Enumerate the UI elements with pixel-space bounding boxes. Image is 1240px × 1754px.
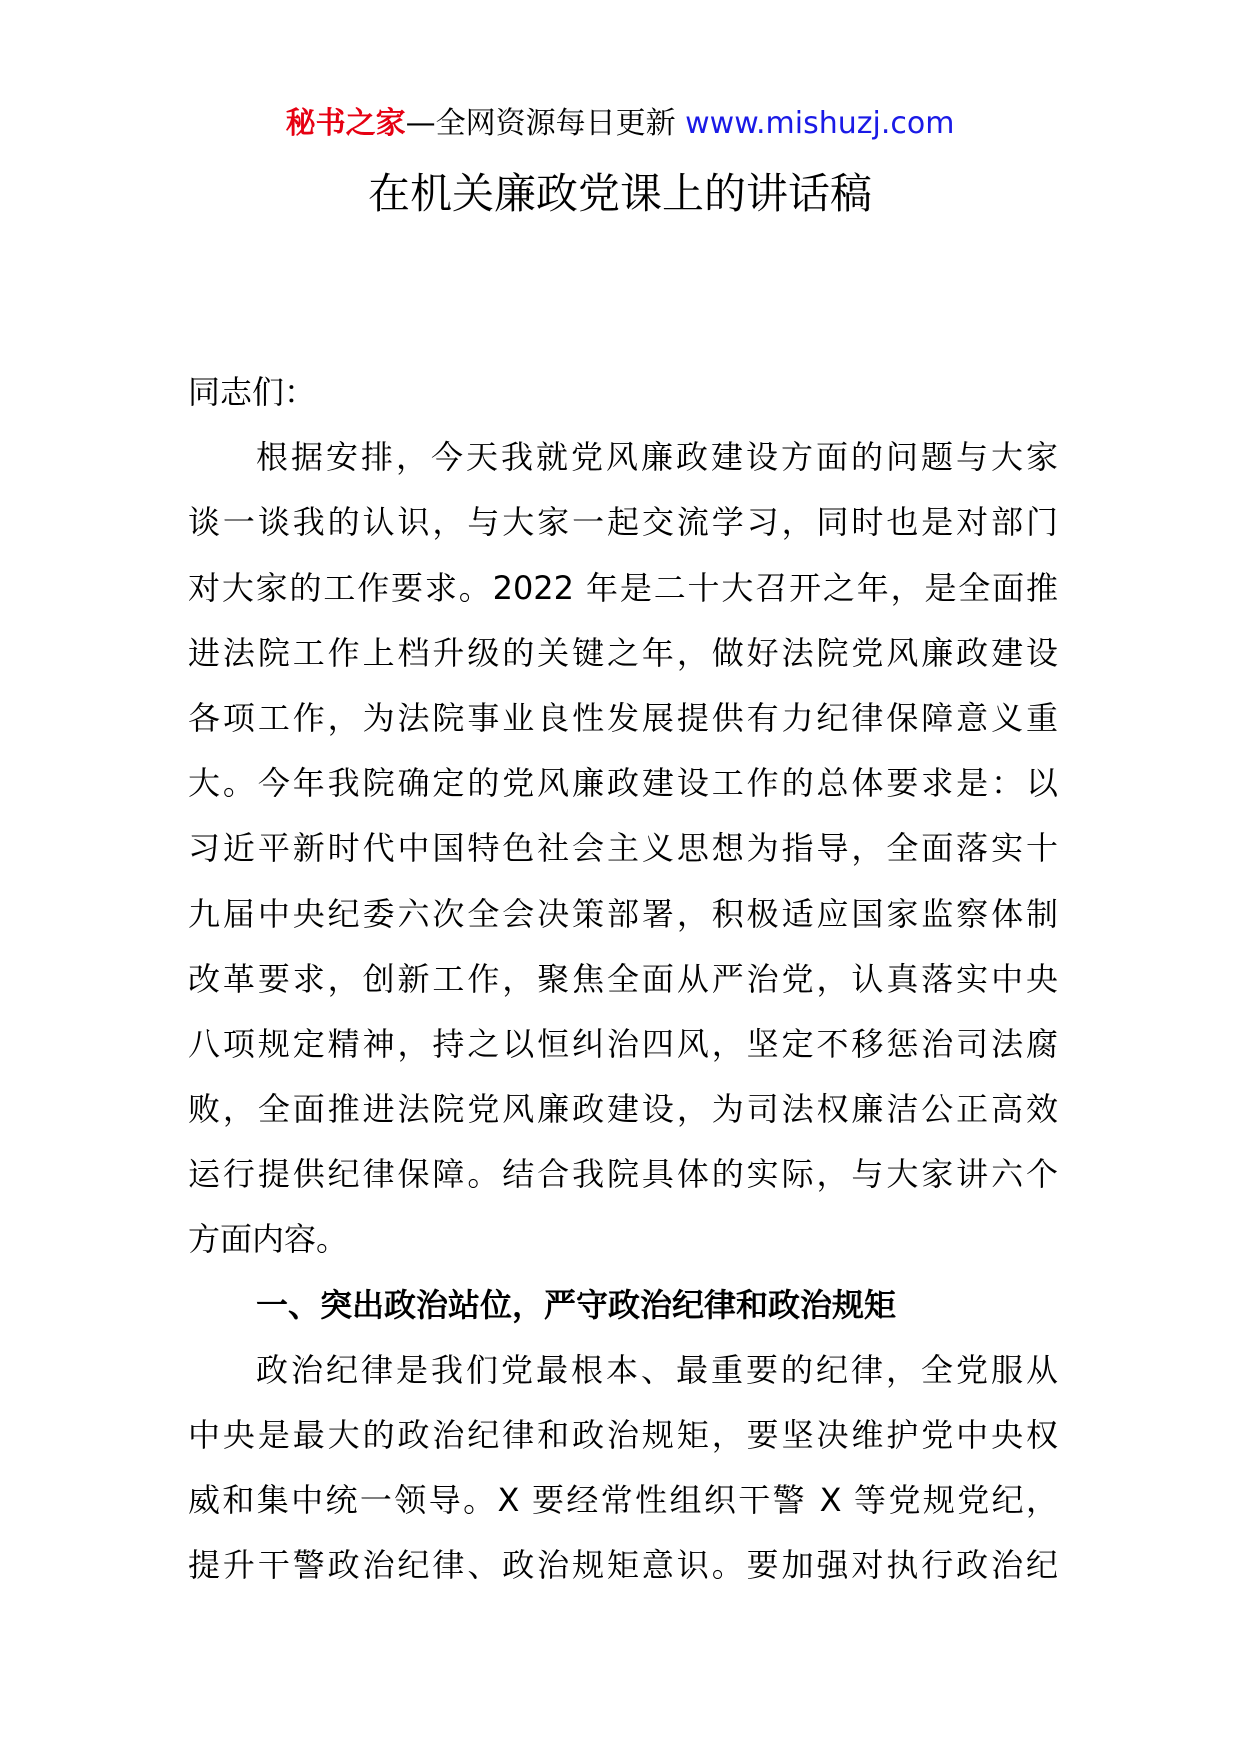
text-line: 各项工作，为法院事业良性发展提供有力纪律保障意义重 — [188, 698, 1058, 737]
text-line: 九届中央纪委六次全会决策部署，积极适应国家监察体制 — [188, 894, 1058, 933]
text-line: 根据安排，今天我就党风廉政建设方面的问题与大家 — [256, 438, 1058, 477]
site-brand: 秘书之家 — [285, 106, 406, 141]
text-line: 大。今年我院确定的党风廉政建设工作的总体要求是：以 — [188, 764, 1058, 803]
text-line: 对大家的工作要求。2022 年是二十大召开之年，是全面推 — [188, 568, 1058, 607]
banner-dash: — — [405, 106, 436, 141]
text-line: 败，全面推进法院党风廉政建设，为司法权廉洁公正高效 — [188, 1090, 1058, 1129]
text-line: 改革要求，创新工作，聚焦全面从严治党，认真落实中央 — [188, 959, 1058, 998]
section-heading: 一、突出政治站位，严守政治纪律和政治规矩 — [256, 1285, 897, 1324]
salutation-line: 同志们： — [188, 373, 317, 411]
text-line: 提升干警政治纪律、政治规矩意识。要加强对执行政治纪 — [188, 1546, 1058, 1585]
text-line: 方面内容。 — [188, 1220, 349, 1259]
text-line: 进法院工作上档升级的关键之年，做好法院党风廉政建设 — [188, 633, 1058, 672]
text-line: 八项规定精神，持之以恒纠治四风，坚定不移惩治司法腐 — [188, 1024, 1058, 1063]
banner-slogan: 全网资源每日更新 — [435, 106, 686, 141]
text-line: 政治纪律是我们党最根本、最重要的纪律，全党服从 — [256, 1350, 1058, 1389]
text-line: 威和集中统一领导。X 要经常性组织干警 X 等党规党纪， — [188, 1481, 1058, 1520]
site-banner — [0, 100, 1240, 148]
text-line: 习近平新时代中国特色社会主义思想为指导，全面落实十 — [188, 829, 1058, 868]
site-url-link[interactable]: www.mishuzj.com — [685, 106, 955, 141]
document-body — [188, 360, 1058, 1599]
document-title: 在机关廉政党课上的讲话稿 — [367, 169, 872, 218]
text-line: 运行提供纪律保障。结合我院具体的实际，与大家讲六个 — [188, 1155, 1058, 1194]
text-line: 谈一谈我的认识，与大家一起交流学习，同时也是对部门 — [188, 503, 1058, 542]
text-line: 中央是最大的政治纪律和政治规矩，要坚决维护党中央权 — [188, 1416, 1058, 1454]
